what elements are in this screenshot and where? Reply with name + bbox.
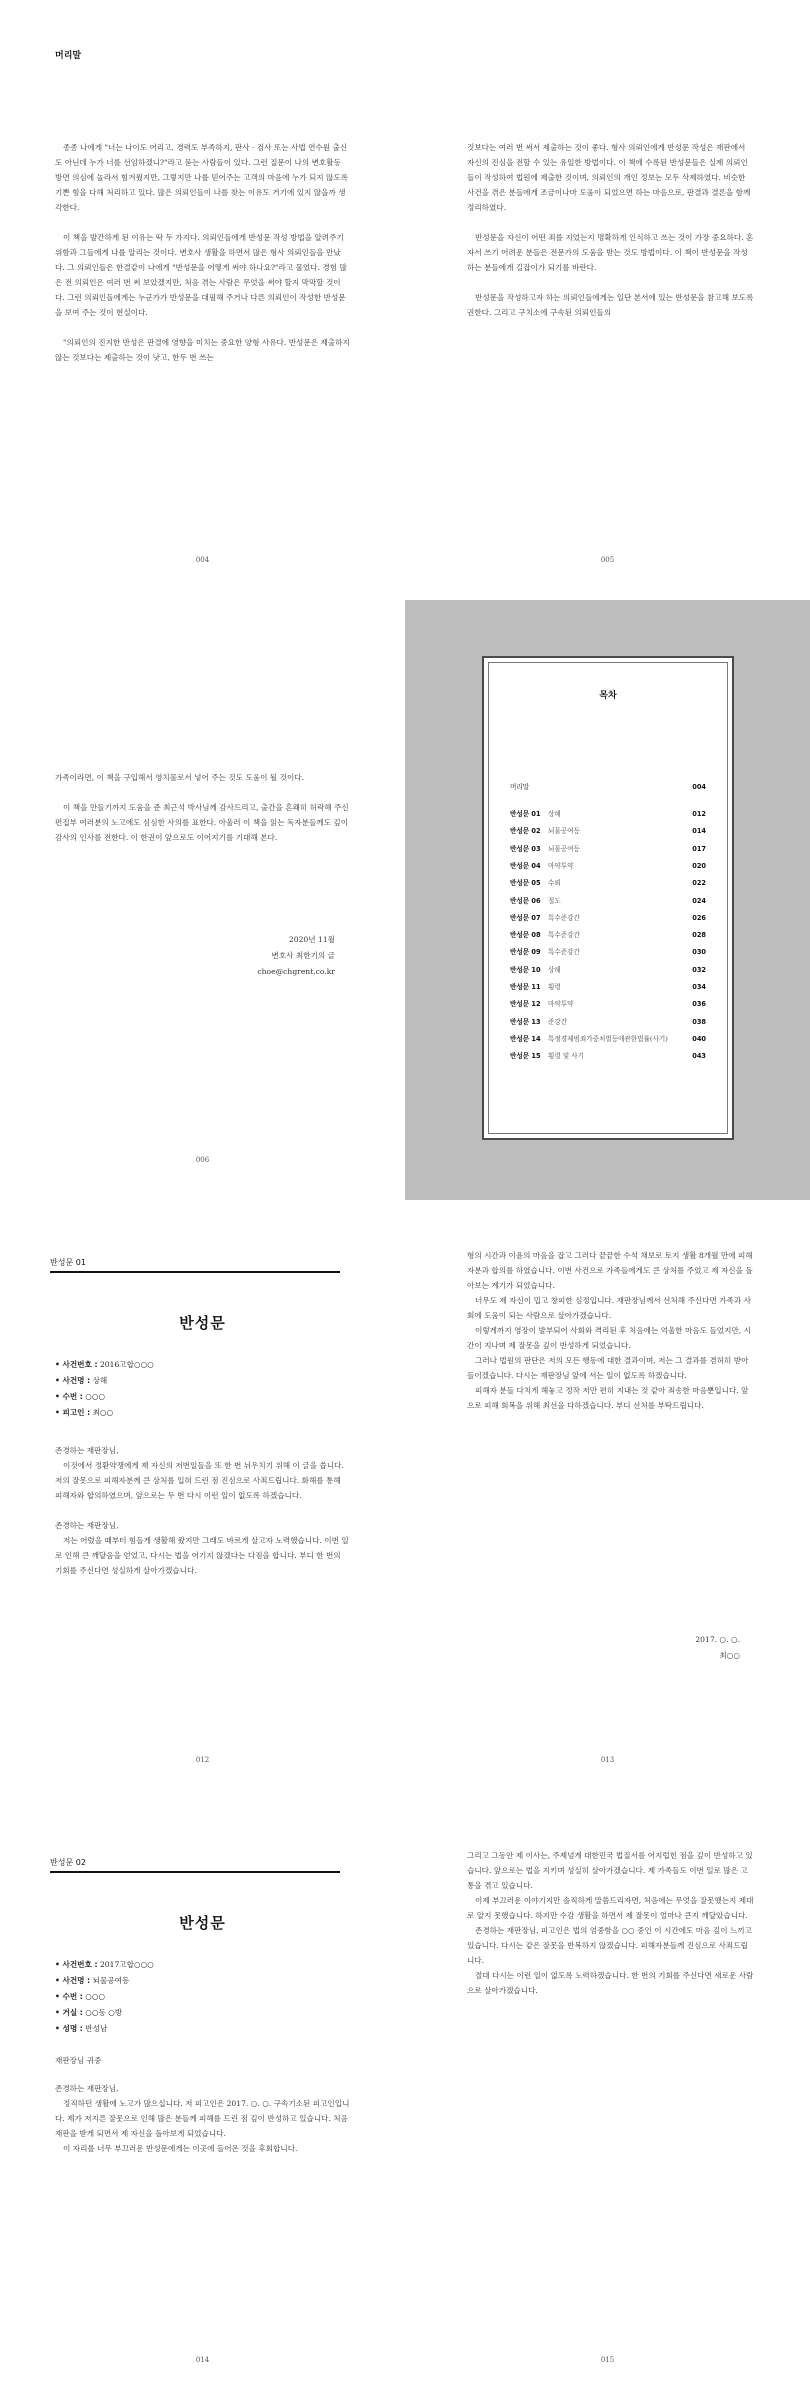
paragraph: 이것에서 정환약쟁에게 제 자신의 저번일들을 또 한 번 뉘우치기 위해 이 글을 씁니다. 저의 잘못으로 피해자분께 큰 상처를 입혀 드린 점 진심으로 사죄드립니다. 화해를 통해 피해자와 합의하였으며, 앞으로는 두 번 다시 이런 일이 없도록 하겠습니다. [55, 1461, 344, 1500]
page-005 [405, 0, 810, 600]
paragraph: 반성문을 자신이 어떤 죄를 지었는지 명확하게 인식하고 쓰는 것이 가장 중요하다. 혼자서 쓰기 어려운 분들은 전문가의 도움을 받는 것도 방법이다. 이 책이 반성문을 작성하는 분들에게 길잡이가 되기를 바란다. [467, 233, 754, 272]
paragraph: 이 책을 발간하게 된 이유는 딱 두 가지다. 의뢰인들에게 반성문 작성 방법을 알려주기 위함과 그들에게 나를 알리는 것이다. 변호사 생활을 하면서 많은 형사 의뢰인들을 만났다. 그 의뢰인들은 한결같이 나에게 "반성문을 어떻게 써야 하나요?"라고 물었다. 경험 많은 전 의뢰인은 여러 번 써 보았겠지만, 처음 겪는 사람은 무엇을 써야 할지 막막할 것이다. 그런 의뢰인들에게는 누군가가 반성문을 대필해 주거나 다른 의뢰인이 작성한 반성문을 보여 주는 것이 현실이다. [55, 233, 347, 317]
paragraph: 종종 나에게 "너는 나이도 어리고, 경력도 부족하지, 판사 · 검사 또는 사법 연수원 출신도 아닌데 누가 너를 선임하겠니?"라고 묻는 사람들이 있다. 그런 질문이 나의 변호활동 방면 의심에 놀라서 힘겨웠지만, 그렇지만 나를 믿어주는 고객의 마음에 누가 되지 않도록 기쁜 힘을 다해 처리하고 있다. 많은 의뢰인들이 나를 찾는 이유도 거기에 있지 않을까 생각한다. [55, 143, 349, 212]
toc-frame [482, 656, 734, 1140]
toc-label: 반성문 03 [510, 844, 541, 853]
toc-label: 반성문 09 [510, 948, 541, 957]
fact-case-name: • 사건명 : 상해 [55, 1376, 108, 1385]
page-012 [0, 1200, 405, 1800]
paragraph: 반성문을 작성하고자 하는 의뢰인들에게는 일단 본서에 있는 반성문을 참고해 보도록 권한다. 그리고 구치소에 구속된 의뢰인들의 [467, 293, 754, 317]
toc-label: 반성문 05 [510, 879, 541, 888]
toc-entry-title: 준강간 [548, 1017, 568, 1026]
toc-label: 반성문 04 [510, 861, 541, 870]
toc-row[interactable] [510, 876, 706, 890]
letter-body [55, 1443, 350, 1593]
page-number: 013 [600, 1756, 615, 1764]
toc-entry-title: 수뢰 [548, 879, 561, 888]
toc-page: 017 [692, 844, 706, 853]
toc-page: 040 [692, 1034, 706, 1043]
fact-case-number: • 사건번호 : 2017고합○○○ [55, 1960, 154, 1969]
paragraph: 피해자 분들 다치게 해놓고 정작 저만 편히 지내는 것 같아 죄송한 마음뿐입니다. 앞으로 피해 회복을 위해 최선을 다하겠습니다. 부디 선처를 부탁드립니다. [467, 1386, 749, 1410]
page-number: 015 [600, 2356, 615, 2364]
toc-row[interactable] [510, 824, 706, 838]
toc-label: 반성문 13 [510, 1017, 541, 1026]
signature-block [695, 1632, 740, 1664]
toc-title: 목차 [599, 691, 617, 701]
toc-label: 반성문 14 [510, 1034, 541, 1043]
paragraph: 정직하던 생활에 노고가 많으십니다. 저 피고인은 2017. ○. ○. 구속기소된 피고인입니다. 제가 저지른 잘못으로 인해 많은 분들께 피해를 드린 점 깊이 반성하고 있습니다. 처음 재판을 받게 되면서 제 자신을 돌아보게 되었습니다. [55, 2099, 350, 2138]
paragraph: 존경하는 재판장님, [55, 1521, 119, 1530]
paragraph: 존경하는 재판장님, 피고인은 법의 엄중함을 ○○ 중인 이 시간에도 마음 깊이 느끼고 있습니다. 다시는 같은 잘못을 반복하지 않겠습니다. 피해자분들께 진심으로 사죄드립니다. [467, 1926, 752, 1965]
fact-inmate-number: • 수번 : ○○○ [55, 1392, 106, 1401]
paragraph: 형의 시간과 이윤의 마음을 잡고 그러다 끝끝한 수석 채보로 토지 생활 8개월 만에 피해자분과 합의를 하였습니다. 이번 사건으로 가족들에게도 큰 상처를 주었고 제 자신을 돌아보는 계기가 되었습니다. [467, 1251, 753, 1290]
toc-page: 022 [692, 879, 706, 888]
fact-cell: • 거실 : ○○동 ○방 [55, 2008, 123, 2017]
preface-body [55, 140, 350, 380]
toc-page: 004 [692, 783, 706, 791]
toc-page: 026 [692, 913, 706, 922]
fact-case-name: • 사건명 : 뇌물공여등 [55, 1976, 130, 1985]
toc-label: 반성문 01 [510, 810, 541, 818]
toc-page [405, 600, 810, 1200]
toc-row[interactable] [510, 894, 706, 908]
toc-label: 반성문 15 [510, 1052, 541, 1061]
toc-row[interactable] [510, 859, 706, 873]
page-number: 005 [600, 556, 615, 564]
toc-page: 014 [692, 827, 706, 836]
toc-page: 032 [692, 965, 706, 974]
letter-body [467, 1848, 755, 1998]
preface-body [467, 140, 755, 335]
letter-body [467, 1248, 755, 1413]
paragraph: 그러나 법원의 판단은 저의 모든 행동에 대한 결과이며, 저는 그 결과를 겸허히 받아들이겠습니다. 다시는 재판장님 앞에 서는 일이 없도록 하겠습니다. [467, 1356, 749, 1380]
toc-entry-title: 특수준강간 [548, 931, 580, 940]
toc-page: 020 [692, 861, 706, 870]
section-header: 머리말 [55, 51, 82, 61]
page-number: 014 [195, 2356, 210, 2364]
toc-label: 반성문 12 [510, 1000, 541, 1009]
preface-author: 변호사 최한기의 글 [271, 951, 335, 960]
toc-label: 반성문 06 [510, 896, 541, 905]
fact-defendant: • 피고인 : 최○○ [55, 1408, 114, 1417]
toc-label: 반성문 11 [510, 983, 541, 991]
paragraph: 이 책을 만들기까지 도움을 준 최근석 박사님께 감사드리고, 출간을 흔쾌히 허락해 주신 편집부 여러분의 노고에도 심심한 사의를 표한다. 아울러 이 책을 읽는 독자분들께도 깊이 감사의 인사를 전한다. 이 한권이 앞으로도 이어지기를 기대해 본다. [55, 803, 349, 842]
toc-row[interactable] [510, 1015, 706, 1029]
preface-body [55, 770, 350, 860]
toc-label: 반성문 10 [510, 965, 541, 974]
paragraph: "의뢰인의 진지한 반성은 판결에 영향을 미치는 중요한 양형 사유다. 반성문은 제출하지 않는 것보다는 제출하는 것이 낫고, 한두 번 쓰는 [55, 338, 350, 362]
toc-entry-title: 절도 [548, 896, 561, 905]
signature-block [257, 932, 335, 980]
preface-date: 2020년 11월 [288, 935, 335, 944]
paragraph: 저는 어렸을 때부터 힘들게 생활해 왔지만 그래도 바르게 살고자 노력했습니다. 이번 일로 인해 큰 깨달음을 얻었고, 다시는 법을 어기지 않겠다는 다짐을 합니다. 부디 한 번의 기회를 주신다면 성실하게 살아가겠습니다. [55, 1536, 349, 1575]
toc-entry-title: 상해 [548, 965, 561, 974]
toc-label: 머리말 [510, 783, 530, 791]
letter-body [55, 2081, 350, 2156]
toc-label: 반성문 02 [510, 827, 541, 836]
toc-entry-title: 횡령 [548, 983, 561, 991]
toc-page: 012 [692, 810, 706, 818]
toc-page: 030 [692, 948, 706, 957]
toc-entry-title: 상해 [548, 810, 561, 818]
paragraph: 이제 부끄러운 이야기지만 솔직하게 말씀드리자면, 처음에는 무엇을 잘못했는지 제대로 알지 못했습니다. 하지만 수감 생활을 하면서 제 잘못이 얼마나 큰지 깨달았습니다. [467, 1896, 754, 1920]
fact-case-number: • 사건번호 : 2016고합○○○ [55, 1360, 154, 1369]
paragraph: 가족이라면, 이 책을 구입해서 영치물로서 넣어 주는 것도 도움이 될 것이다. [55, 773, 305, 782]
toc-page: 028 [692, 931, 706, 940]
toc-row-preface[interactable] [510, 780, 706, 794]
chapter-title: 반성문 [179, 1314, 226, 1332]
page-number: 012 [195, 1756, 210, 1764]
fact-name: • 성명 : 반성남 [55, 2024, 108, 2033]
toc-label: 반성문 07 [510, 913, 541, 922]
toc-row[interactable] [510, 842, 706, 856]
page-006 [0, 600, 405, 1200]
toc-row[interactable] [510, 997, 706, 1011]
page-015 [405, 1800, 810, 2400]
toc-entry-title: 특정경제범죄가중처벌등에관한법률(사기) [548, 1034, 668, 1043]
fact-inmate-number: • 수번 : ○○○ [55, 1992, 106, 2001]
toc-page: 043 [692, 1052, 706, 1061]
chapter-tag: 반성문 01 [50, 1257, 340, 1273]
toc-row[interactable] [510, 911, 706, 925]
paragraph: 이렇게까지 영장이 발부되어 사회와 격리된 후 처음에는 억울한 마음도 들었지만, 시간이 지나며 제 잘못을 깊이 반성하게 되었습니다. [467, 1326, 751, 1350]
toc-row[interactable] [510, 1032, 706, 1046]
paragraph: 존경하는 재판장님, [55, 1446, 119, 1455]
toc-entry-title: 횡령 및 사기 [548, 1052, 585, 1061]
toc-page: 036 [692, 1000, 706, 1009]
page-004 [0, 0, 405, 600]
letter-date: 2017. ○. ○. [695, 1635, 740, 1644]
case-facts [55, 1957, 154, 2037]
page-number: 004 [195, 556, 210, 564]
toc-row[interactable] [510, 980, 706, 994]
toc-row[interactable] [510, 963, 706, 977]
toc-entry-title: 특수준강간 [548, 913, 580, 922]
page-number: 006 [195, 1156, 210, 1164]
toc-entry-title: 뇌물공여등 [548, 844, 580, 853]
page-014 [0, 1800, 405, 2400]
paragraph: 절대 다시는 이런 일이 없도록 노력하겠습니다. 한 번의 기회를 주신다면 새로운 사람으로 살아가겠습니다. [467, 1971, 754, 1995]
toc-label: 반성문 08 [510, 931, 541, 940]
toc-row[interactable] [510, 807, 706, 821]
toc-entry-title: 특수준강간 [548, 948, 580, 957]
toc-row[interactable] [510, 928, 706, 942]
paragraph: 그리고 그동안 제 이사는, 주제넘게 대한민국 법질서를 어지럽힌 점을 깊이 반성하고 있습니다. 앞으로는 법을 지키며 성실히 살아가겠습니다. 제 가족들도 이번 일로 많은 고통을 겪고 있습니다. [467, 1851, 753, 1890]
addressee: 재판장님 귀중 [55, 2056, 102, 2065]
toc-entry-title: 마약투약 [548, 861, 574, 870]
author-email: choe@chgrent.co.kr [257, 967, 335, 976]
paragraph: 이 자리를 너무 부끄러운 반성문에게는 이곳에 들어온 것을 후회합니다. [63, 2144, 298, 2153]
paragraph: 너무도 제 자신이 밉고 창피한 심정입니다. 재판장님께서 선처해 주신다면 가족과 사회에 도움이 되는 사람으로 살아가겠습니다. [467, 1296, 751, 1320]
toc-row[interactable] [510, 945, 706, 959]
chapter-tag: 반성문 02 [50, 1857, 340, 1873]
paragraph: 존경하는 재판장님, [55, 2084, 119, 2093]
toc-entry-title: 뇌물공여등 [548, 827, 580, 836]
toc-entry-title: 마약투약 [548, 1000, 574, 1009]
toc-page: 038 [692, 1017, 706, 1026]
page-013 [405, 1200, 810, 1800]
toc-page: 024 [692, 896, 706, 905]
toc-row[interactable] [510, 1049, 706, 1063]
chapter-title: 반성문 [179, 1914, 226, 1932]
paragraph: 것보다는 여러 번 써서 제출하는 것이 좋다. 형사 의뢰인에게 반성문 작성은 재판에서 자신의 진심을 전할 수 있는 유일한 방법이다. 이 책에 수록된 반성문들은 실제 의뢰인들이 작성하여 법원에 제출한 것이며, 의뢰인의 개인 정보는 모두 삭제하였다. 비슷한 사건을 겪은 분들에게 조금이나마 도움이 되었으면 하는 마음으로, 판결과 결론을 함께 정리하였다. [467, 143, 751, 212]
toc-page: 034 [692, 983, 706, 991]
letter-signer: 최○○ [719, 1651, 740, 1660]
case-facts [55, 1357, 154, 1421]
